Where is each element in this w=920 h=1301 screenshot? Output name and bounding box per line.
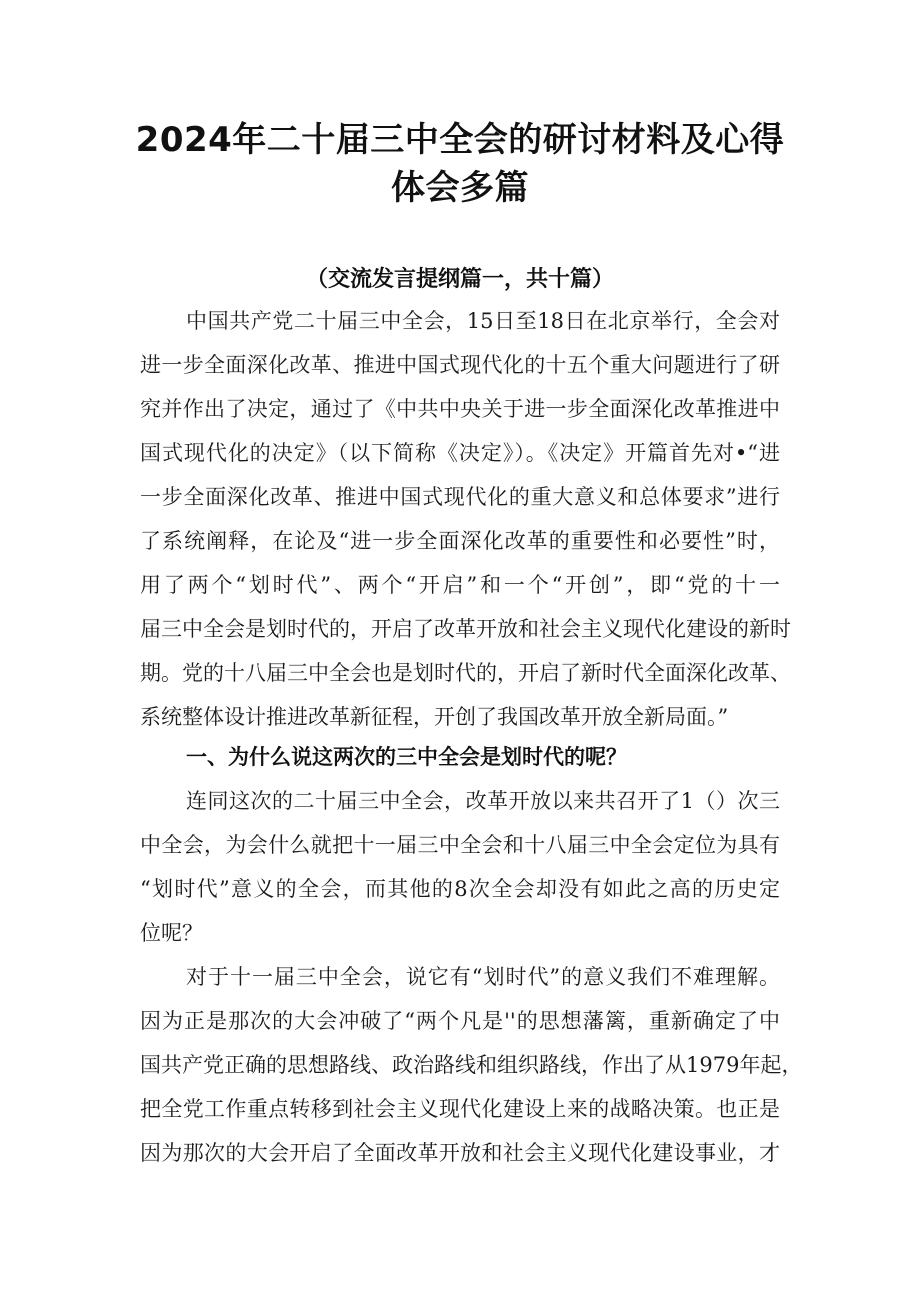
paragraph-line: 进一步全面深化改革、推进中国式现代化的十五个重大问题进行了研 [140, 353, 780, 377]
paragraph-line: 届三中全会是划时代的，开启了改革开放和社会主义现代化建设的新时 [140, 617, 791, 641]
paragraph-line: 期。党的十八届三中全会也是划时代的，开启了新时代全面深化改革、 [140, 661, 791, 685]
paragraph-line: 国共产党正确的思想路线、政治路线和组织路线，作出了从1979年起， [140, 1053, 803, 1077]
paragraph-line: 对于十一届三中全会，说它有“划时代”的意义我们不难理解。 [186, 965, 780, 989]
paragraph-line: 系统整体设计推进改革新征程，开创了我国改革开放全新局面。” [140, 705, 729, 729]
paragraph-line: “划时代”意义的全会，而其他的8次全会却没有如此之高的历史定 [140, 877, 780, 901]
paragraph-line: 用了两个“划时代”、两个“开启”和一个“开创”，即“党的十一 [140, 573, 780, 597]
paragraph-line: 因为正是那次的大会冲破了“两个凡是''的思想藩篱，重新确定了中 [140, 1009, 780, 1033]
paragraph-line: 位呢？ [140, 921, 203, 945]
section-heading: 一、为什么说这两次的三中全会是划时代的呢？ [186, 745, 627, 769]
paragraph-line: 了系统阐释，在论及“进一步全面深化改革的重要性和必要性”时， [140, 529, 780, 553]
document-subtitle: （交流发言提纲篇一，共十篇） [305, 267, 614, 292]
document-title-line-2: 体会多篇 [391, 168, 529, 208]
paragraph-line: 因为那次的大会开启了全面改革开放和社会主义现代化建设事业，才 [140, 1141, 780, 1165]
paragraph-line: 连同这次的二十届三中全会，改革开放以来共召开了1（）次三 [186, 789, 780, 813]
paragraph-line: 把全党工作重点转移到社会主义现代化建设上来的战略决策。也正是 [140, 1097, 780, 1121]
paragraph-line: 究并作出了决定，通过了《中共中央关于进一步全面深化改革推进中 [140, 397, 780, 421]
paragraph-line: 中国共产党二十届三中全会，15日至18日在北京举行，全会对 [186, 309, 780, 333]
paragraph-line: 国式现代化的决定》（以下简称《决定》）。《决定》开篇首先对•“进 [140, 441, 780, 465]
paragraph-line: 一步全面深化改革、推进中国式现代化的重大意义和总体要求”进行 [140, 485, 780, 509]
document-title-line-1: 2024年二十届三中全会的研讨材料及心得 [135, 120, 785, 160]
paragraph-line: 中全会，为会什么就把十一届三中全会和十八届三中全会定位为具有 [140, 833, 780, 857]
